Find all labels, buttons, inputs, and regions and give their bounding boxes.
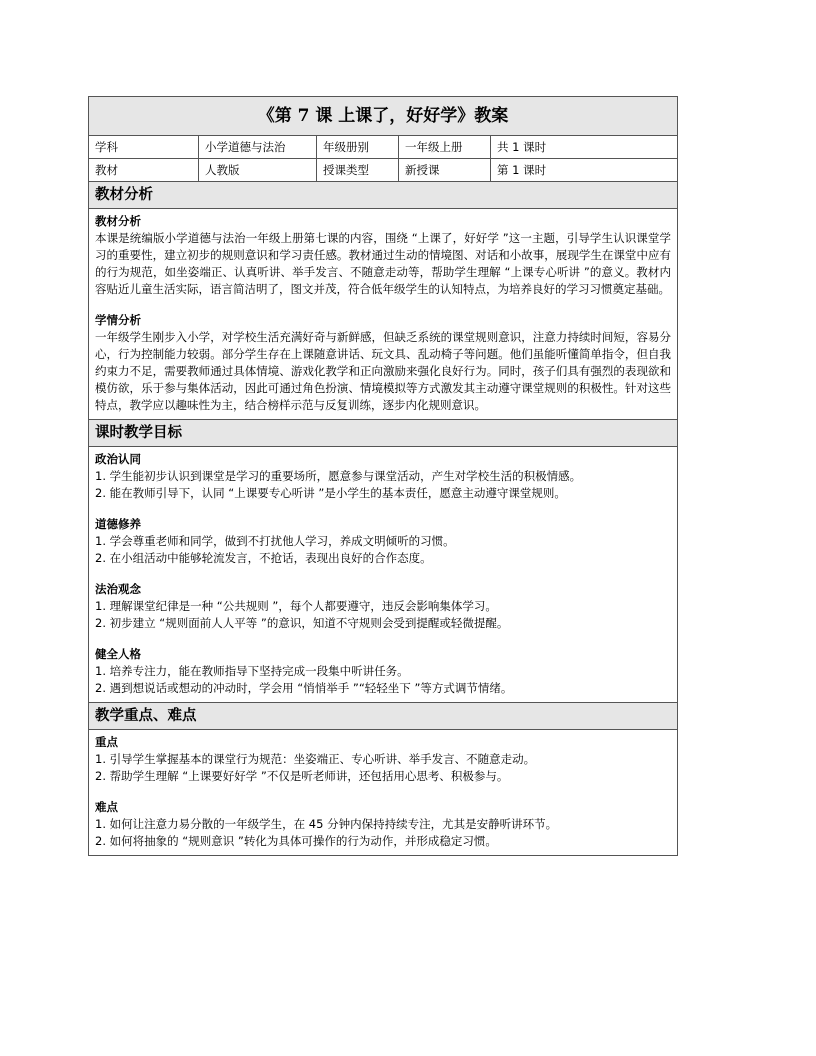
list-item: 2. 帮助学生理解 “上课要好好学 ”不仅是听老师讲，还包括用心思考、积极参与。 [95,769,509,783]
list-item: 1. 培养专注力，能在教师指导下坚持完成一段集中听讲任务。 [95,664,409,678]
section-heading-objectives: 课时教学目标 [89,420,677,447]
paragraph-textbook-analysis: 本课是统编版小学道德与法治一年级上册第七课的内容，围绕 “上课了，好好学 ”这一主题，引导学生认识课堂学习的重要性，建立初步的规则意识和学习责任感。教材通过生动的情境图、对话和小故事，展现学生在课堂中应有的行为规范，如坐姿端正、认真听讲、举手发言、不随意走动等，帮助学生理解 “上课专心听讲 ”的意义。教材内容贴近儿童生活实际，语言简洁明了，图文并茂，符合低年级学生的认知特点，为培养良好的学习习惯奠定基础。 [95,231,671,296]
subheading-difficulties: 难点 [95,800,118,814]
subheading-student-analysis: 学情分析 [95,313,141,327]
section-objectives [89,447,677,703]
meta-lesson-type-value: 新授课 [399,159,491,181]
list-difficulties [95,816,671,850]
section-textbook-analysis [89,209,677,420]
list-sound-personality [95,663,671,697]
meta-lesson-type-label: 授课类型 [317,159,399,181]
list-political-identity [95,468,671,502]
lesson-plan-table [88,96,678,856]
subheading-textbook-analysis: 教材分析 [95,214,141,228]
list-item: 1. 引导学生掌握基本的课堂行为规范：坐姿端正、专心听讲、举手发言、不随意走动。 [95,752,536,766]
document-title: 《第 7 课 上课了，好好学》教案 [89,97,677,136]
list-item: 1. 理解课堂纪律是一种 “公共规则 ”，每个人都要遵守，违反会影响集体学习。 [95,599,497,613]
subheading-rule-of-law: 法治观念 [95,582,141,596]
subheading-political-identity: 政治认同 [95,452,141,466]
section-heading-key-points: 教学重点、难点 [89,703,677,730]
list-rule-of-law [95,598,671,632]
section-heading-textbook-analysis: 教材分析 [89,182,677,209]
meta-grade-value: 一年级上册 [399,136,491,158]
list-moral-cultivation [95,533,671,567]
list-key-points [95,751,671,785]
section-key-points [89,730,677,855]
list-item: 2. 遇到想说话或想动的冲动时，学会用 “悄悄举手 ”“轻轻坐下 ”等方式调节情绪。 [95,681,513,695]
meta-grade-label: 年级册别 [317,136,399,158]
meta-current-hour: 第 1 课时 [497,163,547,177]
meta-textbook-label: 教材 [89,159,199,181]
meta-subject-label: 学科 [89,136,199,158]
paragraph-student-analysis: 一年级学生刚步入小学，对学校生活充满好奇与新鲜感，但缺乏系统的课堂规则意识，注意力持续时间短，容易分心，行为控制能力较弱。部分学生存在上课随意讲话、玩文具、乱动椅子等问题。他们虽能听懂简单指令，但自我约束力不足，需要教师通过具体情境、游戏化教学和正向激励来强化良好行为。同时，孩子们具有强烈的表现欲和模仿欲，乐于参与集体活动，因此可通过角色扮演、情境模拟等方式激发其主动遵守课堂规则的积极性。针对这些特点，教学应以趣味性为主，结合榜样示范与反复训练，逐步内化规则意识。 [95,330,671,412]
meta-row-2 [89,159,677,182]
list-item: 2. 初步建立 “规则面前人人平等 ”的意识，知道不守规则会受到提醒或轻微提醒。 [95,616,509,630]
meta-row-1 [89,136,677,159]
list-item: 2. 在小组活动中能够轮流发言，不抢话，表现出良好的合作态度。 [95,551,432,565]
subheading-key-points: 重点 [95,735,118,749]
meta-textbook-value: 人教版 [199,159,317,181]
list-item: 1. 学生能初步认识到课堂是学习的重要场所，愿意参与课堂活动，产生对学校生活的积极情感。 [95,469,582,483]
list-item: 2. 能在教师引导下，认同 “上课要专心听讲 ”是小学生的基本责任，愿意主动遵守课堂规则。 [95,486,566,500]
list-item: 1. 学会尊重老师和同学，做到不打扰他人学习，养成文明倾听的习惯。 [95,534,455,548]
list-item: 1. 如何让注意力易分散的一年级学生，在 45 分钟内保持持续专注，尤其是安静听讲环节。 [95,817,558,831]
meta-total-hours: 共 1 课时 [497,140,547,154]
subheading-moral-cultivation: 道德修养 [95,517,141,531]
meta-subject-value: 小学道德与法治 [199,136,317,158]
list-item: 2. 如何将抽象的 “规则意识 ”转化为具体可操作的行为动作，并形成稳定习惯。 [95,834,497,848]
subheading-sound-personality: 健全人格 [95,647,141,661]
